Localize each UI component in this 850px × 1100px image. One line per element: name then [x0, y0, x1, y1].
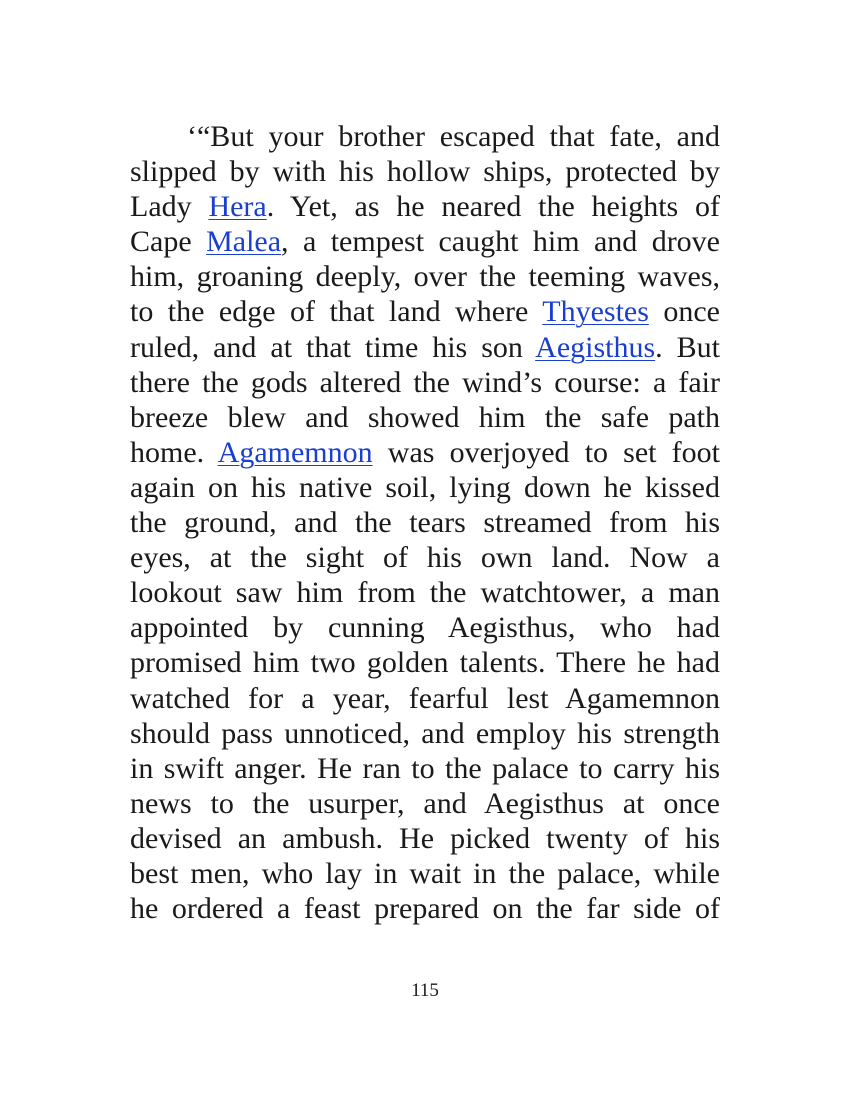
- text-run: again on his native soil, lying down he kissed: [130, 470, 720, 504]
- text-run: devised an ambush. He picked twenty of his: [130, 821, 720, 855]
- text-line: [130, 294, 720, 329]
- text-run: . But: [655, 330, 720, 364]
- text-line: [130, 400, 720, 435]
- page-number: 115: [411, 980, 439, 1001]
- text-run: watched for a year, fearful lest Agamemnon: [130, 681, 720, 715]
- link-malea[interactable]: Malea: [206, 225, 282, 259]
- body-paragraph: [130, 119, 720, 926]
- text-line: [130, 470, 720, 505]
- text-line: [130, 189, 720, 224]
- text-line: [130, 224, 720, 259]
- text-run: home.: [130, 435, 218, 469]
- text-run: news to the usurper, and Aegisthus at once: [130, 786, 720, 820]
- text-run: should pass unnoticed, and employ his strength: [130, 716, 720, 750]
- text-run: ‘“But your brother escaped that fate, and: [187, 120, 720, 153]
- text-run: was overjoyed to set foot: [372, 435, 720, 469]
- text-run: in swift anger. He ran to the palace to carry his: [130, 751, 720, 785]
- text-line: [130, 786, 720, 821]
- link-agamemnon[interactable]: Agamemnon: [217, 435, 373, 469]
- text-run: to the edge of that land where: [130, 295, 543, 329]
- text-run: best men, who lay in wait in the palace, while: [130, 856, 720, 890]
- text-line: [130, 751, 720, 786]
- text-run: ruled, and at that time his son: [130, 330, 536, 364]
- text-run: slipped by with his hollow ships, protected by: [130, 155, 720, 189]
- text-run: the ground, and the tears streamed from his: [130, 506, 720, 540]
- text-line: [130, 645, 720, 680]
- text-run: Cape: [130, 225, 207, 259]
- text-line: [130, 330, 720, 365]
- text-run: , a tempest caught him and drove: [281, 225, 721, 259]
- text-run: . Yet, as he neared the heights of: [266, 190, 720, 224]
- text-line: [130, 610, 720, 645]
- text-run: breeze blew and showed him the safe path: [130, 400, 720, 434]
- text-line: [130, 856, 720, 891]
- text-line: [130, 435, 720, 470]
- text-run: lookout saw him from the watchtower, a man: [130, 576, 720, 610]
- text-run: he ordered a feast prepared on the far side of: [130, 892, 720, 926]
- link-thyestes[interactable]: Thyestes: [542, 295, 649, 329]
- text-line: [130, 821, 720, 856]
- text-line: [130, 540, 720, 575]
- text-line: [130, 119, 720, 154]
- link-aegisthus[interactable]: Aegisthus: [535, 330, 656, 364]
- text-line: [130, 154, 720, 189]
- text-line: [130, 505, 720, 540]
- text-line: [130, 575, 720, 610]
- link-hera[interactable]: Hera: [208, 190, 267, 224]
- text-run: him, groaning deeply, over the teeming waves,: [130, 260, 720, 294]
- text-line: [130, 259, 720, 294]
- text-run: Lady: [130, 190, 209, 224]
- text-line: [130, 716, 720, 751]
- text-run: appointed by cunning Aegisthus, who had: [130, 611, 720, 645]
- text-line: [130, 891, 720, 926]
- text-line: [130, 681, 720, 716]
- text-run: promised him two golden talents. There he had: [130, 646, 720, 680]
- text-run: once: [648, 295, 720, 329]
- text-line: [130, 365, 720, 400]
- text-run: there the gods altered the wind’s course: a fair: [130, 365, 720, 399]
- text-run: eyes, at the sight of his own land. Now a: [130, 541, 720, 575]
